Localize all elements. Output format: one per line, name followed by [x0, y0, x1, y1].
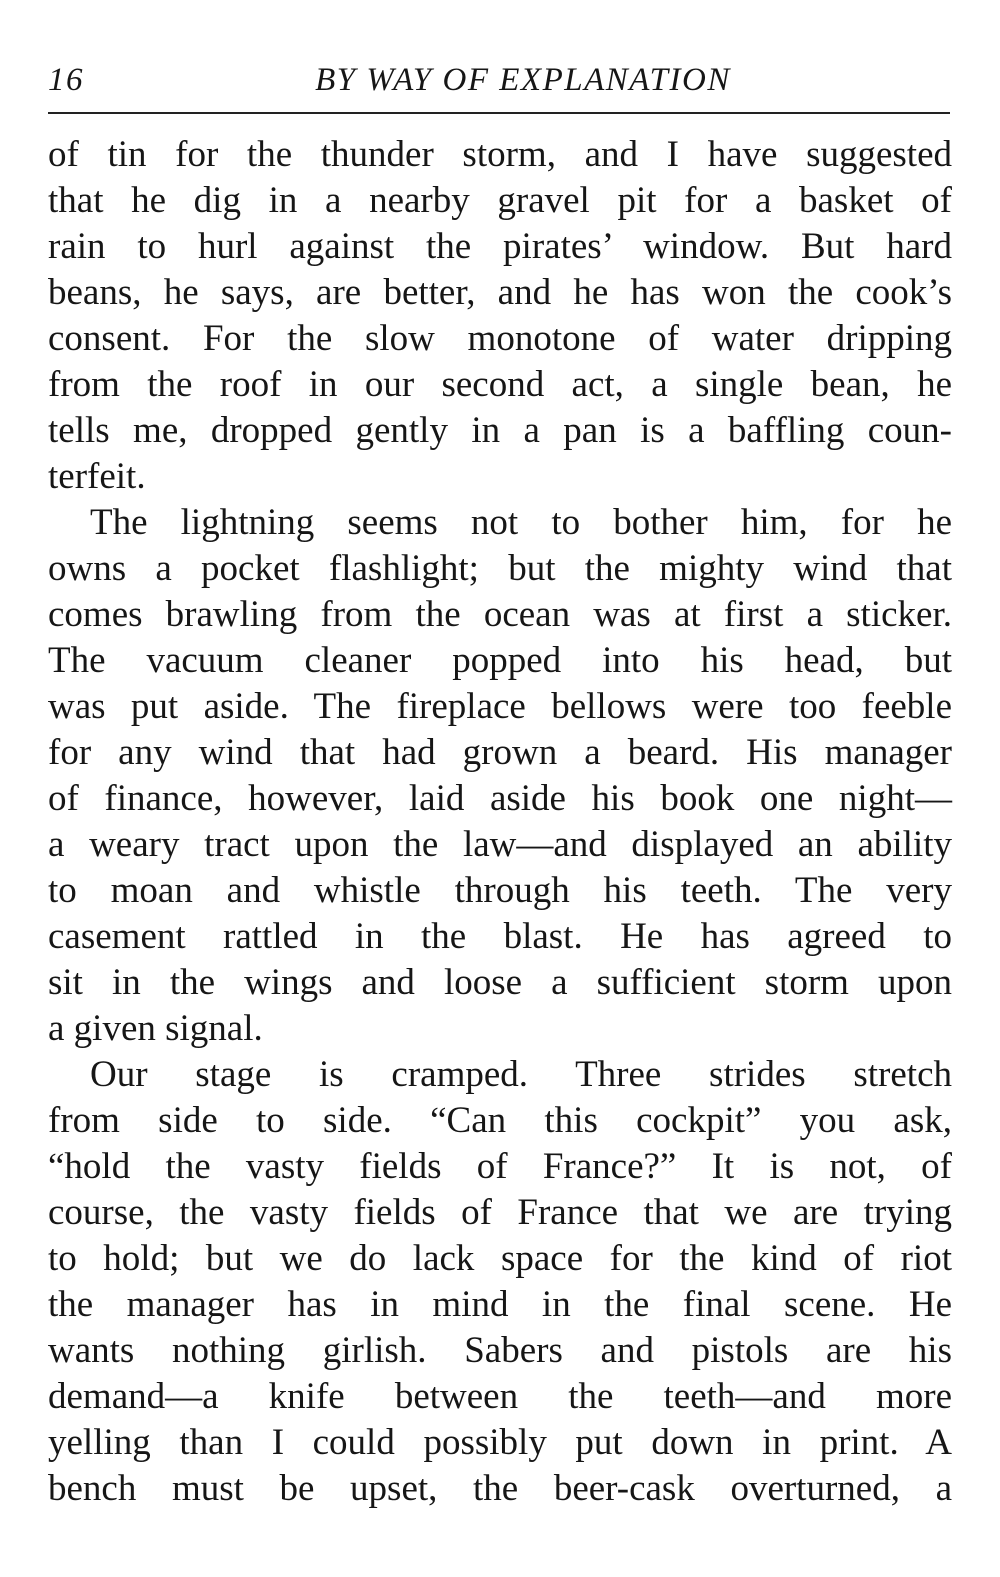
paragraph-1: [48, 132, 952, 500]
text-line: casement rattled in the blast. He has agreed to: [48, 916, 952, 957]
text-line: yelling than I could possibly put down in print. A: [48, 1422, 952, 1463]
text-line: bench must be upset, the beer-cask overturned, a: [48, 1468, 952, 1509]
text-line: was put aside. The fireplace bellows were too feeble: [48, 686, 952, 727]
text-line: for any wind that had grown a beard. His manager: [48, 732, 952, 773]
paragraph-3: [48, 1052, 952, 1512]
text-line: wants nothing girlish. Sabers and pistols are his: [48, 1330, 952, 1371]
body-text: [48, 132, 952, 1512]
running-head: [48, 62, 950, 102]
running-title: BY WAY OF EXPLANATION: [315, 62, 731, 98]
text-line: owns a pocket flashlight; but the mighty wind that: [48, 548, 952, 589]
text-line: that he dig in a nearby gravel pit for a basket of: [48, 180, 952, 221]
text-line: comes brawling from the ocean was at first a sticker.: [48, 594, 952, 635]
text-line: rain to hurl against the pirates’ window. But hard: [48, 226, 952, 267]
text-line: demand—a knife between the teeth—and more: [48, 1376, 952, 1417]
text-line: from side to side. “Can this cockpit” you ask,: [48, 1100, 952, 1141]
text-line: to hold; but we do lack space for the kind of riot: [48, 1238, 952, 1279]
text-line: terfeit.: [48, 456, 146, 497]
text-line: a weary tract upon the law—and displayed an ability: [48, 824, 952, 865]
text-line: “hold the vasty fields of France?” It is not, of: [48, 1146, 952, 1187]
text-line: Our stage is cramped. Three strides stretch: [90, 1054, 952, 1095]
text-line: from the roof in our second act, a single bean, he: [48, 364, 952, 405]
text-line: of finance, however, laid aside his book one night—: [48, 778, 952, 819]
paragraph-2: [48, 500, 952, 1052]
text-line: The vacuum cleaner popped into his head, but: [48, 640, 952, 681]
text-line: The lightning seems not to bother him, for he: [90, 502, 952, 543]
text-line: the manager has in mind in the final scene. He: [48, 1284, 952, 1325]
text-line: beans, he says, are better, and he has won the cook’s: [48, 272, 952, 313]
text-line: a given signal.: [48, 1008, 263, 1049]
text-line: consent. For the slow monotone of water dripping: [48, 318, 952, 359]
header-rule: [48, 112, 950, 114]
text-line: sit in the wings and loose a sufficient storm upon: [48, 962, 952, 1003]
page-number: 16: [48, 62, 84, 98]
text-line: tells me, dropped gently in a pan is a baffling coun-: [48, 410, 952, 451]
text-line: course, the vasty fields of France that we are trying: [48, 1192, 952, 1233]
text-line: of tin for the thunder storm, and I have suggested: [48, 134, 952, 175]
text-line: to moan and whistle through his teeth. The very: [48, 870, 952, 911]
